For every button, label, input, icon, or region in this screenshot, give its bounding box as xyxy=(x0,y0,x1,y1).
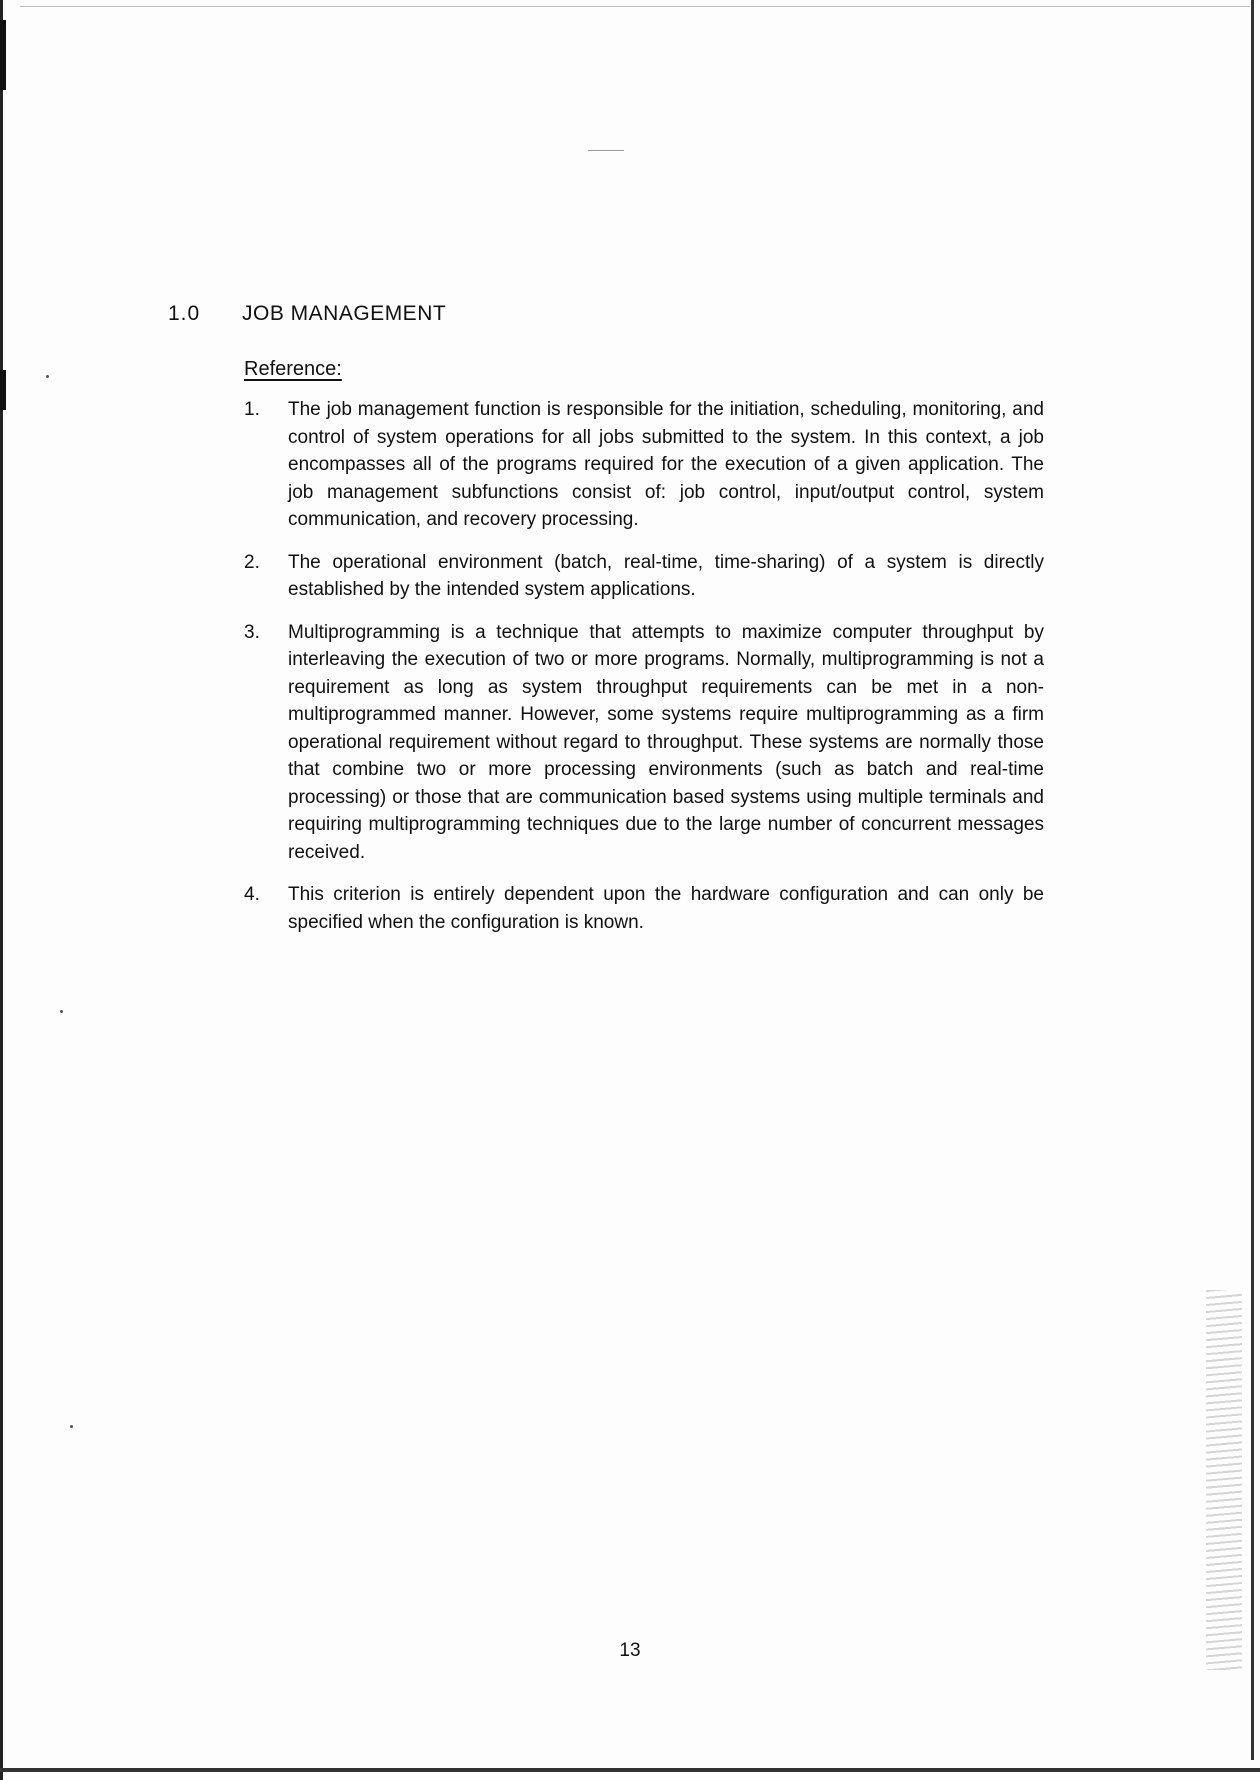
reference-item-number: 2. xyxy=(244,551,260,573)
page-number: 13 xyxy=(619,1640,641,1661)
scan-speck xyxy=(60,1010,63,1013)
scan-edge-bottom xyxy=(0,1768,1260,1772)
scan-edge-left-mark xyxy=(0,20,6,90)
reference-heading: Reference: xyxy=(244,358,342,380)
reference-item-text: The job management function is responsible for the initiation, scheduling, monitoring, and control of system operations for all jobs submitted to the system. In this context, a job encompasses all of the programs required for the execution of a given application. The job management subfunctions consist of: job control, input/output control, system communication, and recovery processing. xyxy=(288,399,1044,530)
reference-item xyxy=(244,881,1044,936)
reference-item-text: The operational environment (batch, real-time, time-sharing) of a system is directly established by the intended system applications. xyxy=(288,551,1044,600)
reference-item xyxy=(244,396,1044,534)
reference-item xyxy=(244,619,1044,867)
reference-item-number: 4. xyxy=(244,884,260,905)
scan-edge-top xyxy=(20,6,1250,7)
scan-speck xyxy=(46,375,49,378)
reference-item-text: This criterion is entirely dependent upon the hardware configuration and can only be specified when the configuration is known. xyxy=(288,884,1044,933)
scan-edge-left-mark xyxy=(0,370,6,410)
section-number: 1.0 xyxy=(168,302,201,325)
scan-speckles xyxy=(1206,1290,1242,1670)
section-title: JOB MANAGEMENT xyxy=(242,302,447,325)
reference-item-number: 3. xyxy=(244,621,260,643)
reference-list xyxy=(244,396,1044,951)
scan-speck xyxy=(588,150,624,151)
reference-item-text: Multiprogramming is a technique that attempts to maximize computer throughput by interleaving the execution of two or more programs. Normally, multiprogramming is not a requirement as long as system throughput requirements can be met in a non-multiprogrammed manner. However, some systems require multiprogramming as a firm operational requirement without regard to throughput. These systems are normally those that combine two or more processing environments (such as batch and real-time processing) or those that are communication based systems using multiple terminals and requiring multiprogramming techniques due to the large number of concurrent messages received. xyxy=(288,621,1044,863)
scan-edge-right xyxy=(1251,0,1254,1760)
scan-speck xyxy=(70,1425,73,1428)
scan-edge-left xyxy=(0,0,3,1780)
reference-item-number: 1. xyxy=(244,399,260,420)
reference-item xyxy=(244,549,1044,604)
